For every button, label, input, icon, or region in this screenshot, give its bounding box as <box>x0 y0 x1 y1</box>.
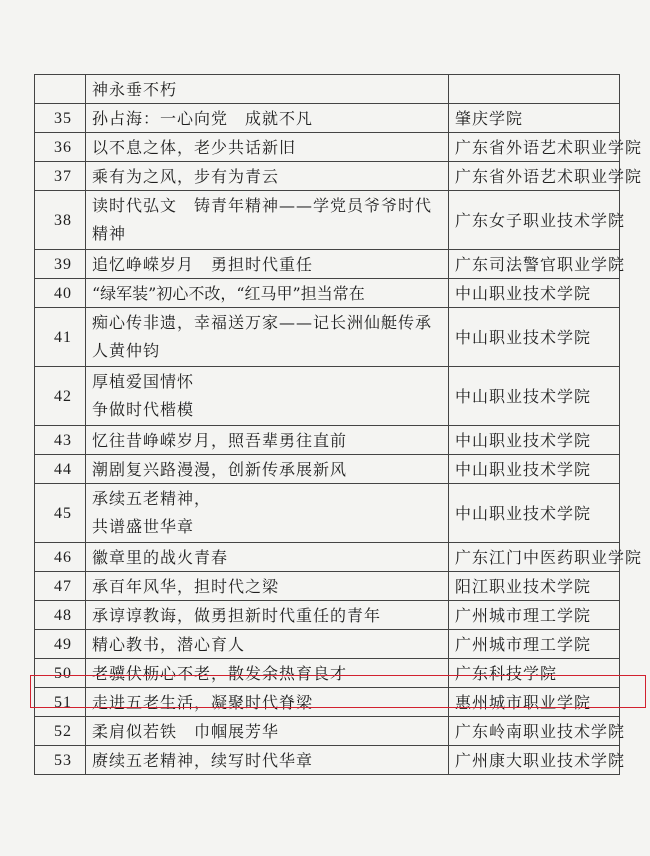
table-row <box>35 717 620 746</box>
table-row <box>35 104 620 133</box>
row-school: 广东岭南职业技术学院 <box>449 717 620 746</box>
row-title: 承百年风华，担时代之梁 <box>86 572 449 601</box>
table-row <box>35 308 620 367</box>
table-row-highlighted <box>35 659 620 688</box>
row-title: 赓续五老精神，续写时代华章 <box>86 746 449 775</box>
row-title-line-1: 承续五老精神， <box>92 489 212 508</box>
row-number: 44 <box>35 455 86 484</box>
table-row <box>35 746 620 775</box>
row-number: 51 <box>35 688 86 717</box>
row-number: 38 <box>35 191 86 250</box>
row-school: 中山职业技术学院 <box>449 308 620 367</box>
row-school: 广州城市理工学院 <box>449 601 620 630</box>
row-number: 39 <box>35 250 86 279</box>
row-school: 中山职业技术学院 <box>449 484 620 543</box>
row-number: 49 <box>35 630 86 659</box>
row-number: 40 <box>35 279 86 308</box>
row-number: 36 <box>35 133 86 162</box>
table-row <box>35 279 620 308</box>
row-number: 47 <box>35 572 86 601</box>
row-school: 广东省外语艺术职业学院 <box>449 162 620 191</box>
row-title: 痴心传非遗，幸福送万家——记长洲仙艇传承人黄仲钧 <box>86 308 449 367</box>
row-title: 老骥伏枥心不老，散发余热育良才 <box>86 659 449 688</box>
row-title: 精心教书，潜心育人 <box>86 630 449 659</box>
row-title-line-2: 争做时代楷模 <box>92 400 195 419</box>
table-row <box>35 572 620 601</box>
table-row <box>35 133 620 162</box>
row-school: 阳江职业技术学院 <box>449 572 620 601</box>
row-school: 广东科技学院 <box>449 659 620 688</box>
table-row <box>35 543 620 572</box>
row-title: 潮剧复兴路漫漫，创新传承展新风 <box>86 455 449 484</box>
row-number <box>35 75 86 104</box>
row-title-line-2: 共谱盛世华章 <box>92 517 195 536</box>
table-row <box>35 367 620 426</box>
row-number: 42 <box>35 367 86 426</box>
row-school: 中山职业技术学院 <box>449 367 620 426</box>
row-school: 广东江门中医药职业学院 <box>449 543 620 572</box>
award-list-table <box>34 74 643 775</box>
table-row <box>35 455 620 484</box>
row-school: 肇庆学院 <box>449 104 620 133</box>
row-school: 中山职业技术学院 <box>449 455 620 484</box>
table-row <box>35 162 620 191</box>
row-title: 神永垂不朽 <box>86 75 449 104</box>
row-number: 45 <box>35 484 86 543</box>
table-row <box>35 688 620 717</box>
row-title: 乘有为之风，步有为青云 <box>86 162 449 191</box>
row-number: 50 <box>35 659 86 688</box>
row-school: 广东女子职业技术学院 <box>449 191 620 250</box>
table-row <box>35 484 620 543</box>
row-title-line-1: 厚植爱国情怀 <box>92 372 195 391</box>
row-title: 以不息之体，老少共话新旧 <box>86 133 449 162</box>
row-title: “绿军装”初心不改，“红马甲”担当常在 <box>86 279 449 308</box>
table-row <box>35 250 620 279</box>
row-school: 广东司法警官职业学院 <box>449 250 620 279</box>
row-title: 追忆峥嵘岁月 勇担时代重任 <box>86 250 449 279</box>
table-row <box>35 426 620 455</box>
row-number: 37 <box>35 162 86 191</box>
row-number: 53 <box>35 746 86 775</box>
table-row <box>35 75 620 104</box>
row-school: 广州城市理工学院 <box>449 630 620 659</box>
row-number: 41 <box>35 308 86 367</box>
row-school <box>449 75 620 104</box>
row-number: 46 <box>35 543 86 572</box>
row-title: 徽章里的战火青春 <box>86 543 449 572</box>
row-title: 忆往昔峥嵘岁月，照吾辈勇往直前 <box>86 426 449 455</box>
row-title: 读时代弘文 铸青年精神——学党员爷爷时代精神 <box>86 191 449 250</box>
table-row <box>35 630 620 659</box>
row-school: 惠州城市职业学院 <box>449 688 620 717</box>
row-number: 43 <box>35 426 86 455</box>
row-title <box>86 484 449 543</box>
row-title: 走进五老生活，凝聚时代脊梁 <box>86 688 449 717</box>
row-school: 中山职业技术学院 <box>449 279 620 308</box>
row-title: 柔肩似若铁 巾帼展芳华 <box>86 717 449 746</box>
row-number: 52 <box>35 717 86 746</box>
row-title: 孙占海：一心向党 成就不凡 <box>86 104 449 133</box>
row-school: 中山职业技术学院 <box>449 426 620 455</box>
table-row <box>35 191 620 250</box>
row-title: 承谆谆教诲，做勇担新时代重任的青年 <box>86 601 449 630</box>
table-row <box>35 601 620 630</box>
row-school: 广州康大职业技术学院 <box>449 746 620 775</box>
row-title <box>86 367 449 426</box>
row-school: 广东省外语艺术职业学院 <box>449 133 620 162</box>
row-number: 48 <box>35 601 86 630</box>
row-number: 35 <box>35 104 86 133</box>
